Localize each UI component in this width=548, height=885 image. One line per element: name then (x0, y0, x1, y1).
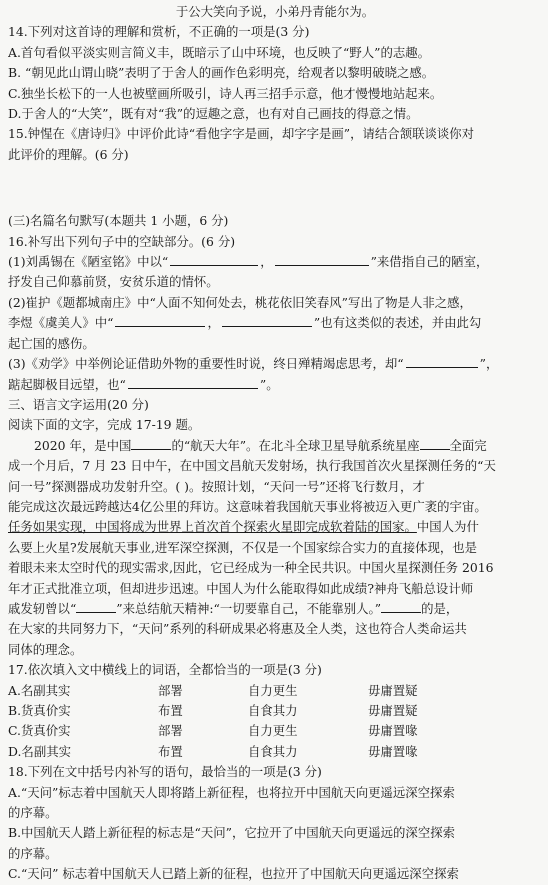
fill-blank[interactable] (131, 436, 171, 450)
passage-line-9: 戚发轫曾以“ ”来总结航天精神:“一切要靠自己，不能靠别人。” 的是， (8, 600, 459, 616)
q14-option-c: C.独坐长松下的一人也被壁画所吸引，诗人再三招手示意，他才慢慢地站起来。 (8, 85, 443, 101)
q14-option-d: D.于舍人的“大笑”，既有对“我”的逗趣之意，也有对自己画技的得意之情。 (8, 106, 419, 122)
q18-option-c-line1: C.“天问” 标志着中国航天人已踏上新的征程，也拉开了中国航天向更遥远深空探索 (8, 866, 459, 882)
passage-line-8: 年才正式批准立项，但却进步迅速。中国人为什么能取得如此成绩?神舟飞船总设计师 (8, 580, 474, 596)
q17-option-b: B.货真价实 布置 自食其力 毋庸置疑 (8, 703, 418, 718)
q16-item3-line2: 踮起脚极目远望，也“ ”。 (8, 376, 279, 392)
passage-line-2: 成一个月后，7 月 23 日中午，在中国文昌航天发射场，执行我国首次火星探测任务的“天 (8, 458, 496, 474)
q16-stem: 16.补写出下列句子中的空缺部分。(6 分) (8, 233, 236, 249)
q18-stem: 18.下列在文中括号内补写的语句，最恰当的一项是(3 分) (8, 764, 322, 780)
section-heading-language: 三、语言文字运用(20 分) (8, 396, 149, 412)
q15-stem-line1: 15.钟惺在《唐诗归》中评价此诗“看他字字是画，却字字是画”，请结合颔联谈谈你对 (8, 126, 475, 142)
passage-line-10: 在大家的共同努力下，“天问”系列的科研成果必将惠及全人类，这也符合人类命运共 (8, 621, 467, 637)
section-heading-recitation: (三)名篇名句默写(本题共 1 小题，6 分) (8, 213, 229, 229)
q17-option-c: C.货真价实 部署 自力更生 毋庸置喙 (8, 723, 418, 739)
exam-page (8, 2, 542, 885)
q17-stem: 17.依次填入文中横线上的词语，全都恰当的一项是(3 分) (8, 662, 322, 678)
q18-option-b-line2: 的序幕。 (8, 845, 58, 861)
q14-option-a: A.首句看似平淡实则言简义丰，既暗示了山中环境，也反映了“野人”的志趣。 (8, 44, 431, 60)
q14-option-b: B. “朝见此山谓山晓”表明了于舍人的画作色彩明亮，给观者以黎明破晓之感。 (8, 65, 435, 81)
q16-item2-line3: 起亡国的感伤。 (8, 335, 95, 351)
q16-item3-line1: (3)《劝学》中举例论证借助外物的重要性时说，终日殚精竭虑思考，却“ ”， (8, 356, 499, 372)
fill-blank[interactable] (76, 599, 116, 613)
q18-option-a-line2: 的序幕。 (8, 805, 58, 821)
q16-item1-line2: 抒发自己仰慕前贤，安贫乐道的情怀。 (8, 274, 219, 290)
passage-line-1: 2020 年，是中国 的“航天大年”。在北斗全球卫星导航系统星座 全面完 (34, 437, 487, 453)
q17-option-a: A.名副其实 部署 自力更生 毋庸置疑 (8, 682, 418, 698)
answer-space (8, 165, 542, 211)
passage-line-3: 问一号”探测器成功发射升空。( )。按照计划，“天问一号”还将飞行数月，才 (8, 478, 425, 494)
q14-stem: 14.下列对这首诗的理解和赏析，不正确的一项是(3 分) (8, 24, 310, 40)
reading-intro: 阅读下面的文字，完成 17-19 题。 (8, 417, 201, 433)
q18-option-a-line1: A.“天问”标志着中国航天人即将踏上新征程，也将拉开中国航天向更遥远深空探索 (8, 784, 455, 800)
answer-blank[interactable] (222, 313, 312, 327)
passage-line-4: 能完成这次最远跨越达4亿公里的拜访。这意味着我国航天事业将被迈入更广袤的宇宙。 (8, 498, 487, 514)
q16-item1-line1: (1)刘禹锡在《陋室铭》中以“ ， ”来借指自己的陋室， (8, 254, 489, 270)
q16-item2-line1: (2)崔护《题都城南庄》中“人面不知何处去，桃花依旧笑春风”写出了物是人非之感， (8, 294, 472, 310)
underlined-sentence: 任务如果实现，中国将成为世界上首次首个探索火星即完成软着陆的国家。 (8, 519, 417, 535)
passage-line-5: 任务如果实现，中国将成为世界上首次首个探索火星即完成软着陆的国家。 中国人为什 (8, 517, 542, 537)
poem-last-line: 于公大笑向予说，小弟丹青能尔为。 (175, 4, 375, 19)
passage-line-6: 么要上火星?发展航天事业,进军深空探测，不仅是一个国家综合实力的直接体现，也是 (8, 539, 478, 555)
q15-stem-line2: 此评价的理解。(6 分) (8, 146, 129, 162)
fill-blank[interactable] (420, 436, 450, 450)
q17-option-d: D.名副其实 布置 自食其力 毋庸置喙 (8, 743, 418, 759)
q16-item2-line2: 李煜《虞美人》中“ ， ”也有这类似的表述，并由此勾 (8, 315, 482, 331)
passage-line-7: 着眼未来太空时代的现实需求,因此，它已经成为一种全民共识。中国火星探测任务 2016 (8, 560, 494, 576)
answer-blank[interactable] (275, 252, 369, 266)
fill-blank[interactable] (381, 599, 421, 613)
answer-blank[interactable] (115, 313, 205, 327)
answer-blank[interactable] (170, 252, 258, 266)
answer-blank[interactable] (128, 375, 258, 389)
q18-option-b-line1: B.中国航天人踏上新征程的标志是“天问”，它拉开了中国航天向更遥远的深空探索 (8, 825, 455, 841)
passage-line-11: 同体的理念。 (8, 641, 83, 657)
answer-blank[interactable] (406, 354, 478, 368)
